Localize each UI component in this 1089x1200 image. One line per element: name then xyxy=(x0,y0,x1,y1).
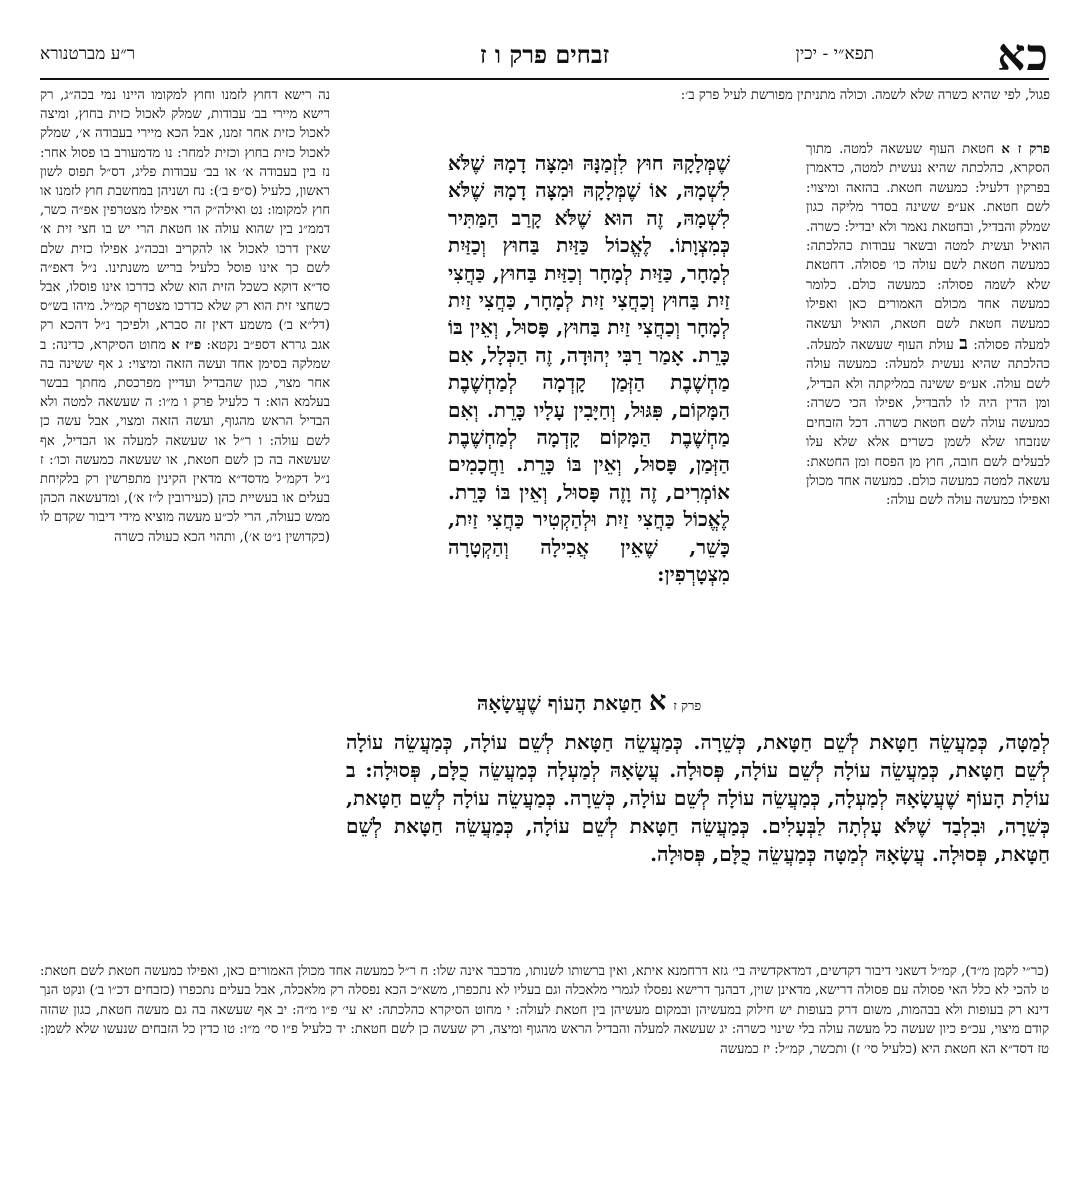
yachin-text-2: מחוט הסיקרא, כדינה: ב שמלקה בסימן אחד ועשה הזאה ומיצוי: ג אף ששינה בה אחר מצוי, כגון שהבדיל ועדיין מפרכסת, מחתך בבשר בעלמא הוא: ד כלעיל פרק ו מ״ו: ה שעשאה למטה ולא הבדיל הראש מהגוף, ועשה הזאה ומצוי, אבל עשה כן לשם עולה: ו ר״ל או שעשאה למעלה או הבדיל, אף שעשאה בה כן לשם חטאת, או שעשאה כמעשה וכו׳: ז נ״ל דקמ״ל מדסד״א מדאין הקינין מתפרשין רק בלקיחת בעלים או בעשיית כהן (כעירובין ל״ז א׳), ומדעשאה הכהן ממש כעולה, הרי לכ״ע מעשה מוציא מידי דיבור שקדם לו (כקדושין נ״ט א׳), ותהוי הכא כעולה כשרה xyxy=(40,337,330,545)
yachin-column xyxy=(40,86,330,961)
running-header xyxy=(40,26,1049,81)
bartenura-column xyxy=(806,140,1050,725)
header-title: זבחים פרק ו ז xyxy=(479,40,610,69)
yachin-chapter-label: פ״ז א xyxy=(171,337,202,353)
footer-text: (כר״י לקמן מ״ד), קמ״ל דשאני דיבור דקדשים, דמדאקדשיה בי׳ גזא דרחמנא איתא, ואין ברשותו לשנותו, מדכבר אינה שלו: ח ר״ל כמעשה אחד מכולן האמורים כאן, ואפילו כמעשה חטאת לשם חטאת: ט להכי לא כלל האי פסולה עם פסולה דרישא, מדאינן שוין, דבהנך דרישא נפסלו לגמרי מלאכלה וגם בעליו לא נתכפרו, משא״כ הכא נפסלה רק מלאכלה, אבל בעלים נתכפרו (כזבחים דכ״ו ב׳) ונקט הנך דינא רק בעופות ולא בבהמות, משום דרק בעופות יש חילוק במעשיהן ובמקום מעשיהן בין חטאת לעולה: י מחוט הסיקרא כהלכתה: יא עי׳ פ״ו מ״ה: יב אף שעשאה בה גם מעשה חטאת, כגון שהזה קודם מיצוי, עכ״פ כיון שעשה כל מעשה עולה בלי שינוי כשרה: יג שעשאה למעלה והבדיל הראש מהגוף ומיצה, רק שעשה כן לשם חטאת: יד כלעיל פ״ו סי׳ מ״ו: טו כדין כל הזבחים שנעשו שלא לשמן: טז דסד״א הא חטאת היא (כלעיל סי׳ ז) ותכשר, קמ״ל: יז כמעשה xyxy=(40,964,1049,1057)
footer-commentary xyxy=(40,962,1049,1162)
mishna-wide xyxy=(346,728,1050,960)
header-right-title: ר״ע מברטנורא xyxy=(40,44,136,64)
bartenura-text-a: חטאת העוף שעשאה למטה. מתוך הסקרא, כהלכתה שהיא נעשית למטה, כדאמרן בפרקין דלעיל: כמעשה חטאת. בהזאה ומיצוי: לשם חטאת. אע״פ ששינה בסדר מליקה כגון שמלק והבדיל, ובחטאת נאמר ולא יבדיל: כשרה. הואיל ועשית למטה ובשאר עבודות כהלכתה: כמעשה חטאת לשם עולה כו׳ פסולה. דחטאת שלא לשמה פסולה: כמעשה כולם. כלומר כמעשה אחד מכולם האמורים כאן ואפילו כמעשה חטאת לשם חטאת, הואיל ועשאה למעלה פסולה: xyxy=(806,142,1050,354)
page-number: כא xyxy=(997,30,1049,81)
mishna-wide-text: לְמַטָּה, כְּמַעֲשֵׂה חַטָּאת לְשֵׁם חַטָּאת, כְּשֵׁרָה. כְּמַעֲשֵׂה חַטָּאת לְשֵׁם עוֹלָה, כְּמַעֲשֵׂה עוֹלָה לְשֵׁם חַטָּאת, כְּמַעֲשֵׂה עוֹלָה לְשֵׁם עוֹלָה, פְּסוּלָה. עֲשָׂאָהּ לְמַעְלָה כְּמַעֲשֵׂה כֻלָּם, פְּסוּלָה: ב עוֹלַת הָעוֹף שֶׁעֲשָׂאָהּ לְמַעְלָה, כְּמַעֲשֵׂה עוֹלָה לְשֵׁם עוֹלָה, כְּשֵׁרָה. כְּמַעֲשֵׂה עוֹלָה לְשֵׁם חַטָּאת, כְּשֵׁרָה, וּבִלְבַד שֶׁלֹּא עָלְתָה לַבְּעָלִים. כְּמַעֲשֵׂה חַטָּאת לְשֵׁם עוֹלָה, כְּמַעֲשֵׂה חַטָּאת לְשֵׁם חַטָּאת, פְּסוּלָה. עֲשָׂאָהּ לְמַטָּה כְּמַעֲשֵׂה כֻלָּם, פְּסוּלָה. xyxy=(346,730,1050,866)
mishna-text: שֶׁמְּלָקָהּ חוּץ לִזְמַנָּהּ וּמִצָּה דָמָהּ שֶׁלֹּא לִשְׁמָהּ, אוֹ שֶׁמְּלָקָהּ וּמִצָּה דָמָהּ שֶׁלֹּא לִשְׁמָהּ, זֶה הוּא שֶׁלֹּא קָרַב הַמַּתִּיר כְּמִצְוָתוֹ. לֶאֱכוֹל כַּזַּיִת בַּחוּץ וְכַזַּיִת לְמָחָר, כַּזַּיִת לְמָחָר וְכַזַּיִת בַּחוּץ, כַּחֲצִי זַיִת בַּחוּץ וְכַחֲצִי זַיִת לְמָחָר, כַּחֲצִי זַיִת לְמָחָר וְכַחֲצִי זַיִת בַּחוּץ, פָּסוּל, וְאֵין בּוֹ כָּרֵת. אָמַר רַבִּי יְהוּדָה, זֶה הַכְּלָל, אִם מַחְשֶׁבֶת הַזְּמַן קָדְמָה לְמַחְשֶׁבֶת הַמָּקוֹם, פִּגּוּל, וְחַיָּבִין עָלָיו כָּרֵת. וְאִם מַחְשֶׁבֶת הַמָּקוֹם קָדְמָה לְמַחְשֶׁבֶת הַזְּמַן, פָּסוּל, וְאֵין בּוֹ כָּרֵת. וַחֲכָמִים אוֹמְרִים, זֶה וָזֶה פָּסוּל, וְאֵין בּוֹ כָּרֵת. לֶאֱכוֹל כַּחֲצִי זַיִת וּלְהַקְטִיר כַּחֲצִי זַיִת, כָּשֵׁר, שֶׁאֵין אֲכִילָה וְהַקְטָרָה מִצְטָרְפִין: xyxy=(448,151,730,587)
mishna-column xyxy=(448,150,730,710)
yachin-text: נה רישא דחוץ לזמנו וחוץ למקומו היינו נמי בכה״ג, רק רישא מיירי בב׳ עבודות, שמלק לאכול כזית בחוץ, ומיצה לאכול כזית אחר זמנו, אבל הכא מיירי בעבודה א׳, שמלק לאכול כזית בחוץ וכזית למחר: נו מדמעורב בו פסול אחר: נז בין בעבודה א׳ או בב׳ עבודות פליג, דס״ל תפוס לשון ראשון, כלעיל (ס״פ ב׳): נח ושניהן במחשבת חוץ לזמנו או חוץ למקומו: נט ואילה״ק הרי אפילו מצטרפין אפ״ה כשר, דממ״נ בין שהוא עולה או חטאת הרי יש בו חצי זית א׳ שאין דרכו לאכול או להקריב ובכה״ג אפילו כזית שלם לשם כך אינו פוסל כלעיל בריש משנתינו. נ״ל דאפ״ה סד״א דוקא כשכל הזית הוא שלא כדרכו אינו פוסלו, אבל כשחצי זית הוא רק שלא כדרכו מצטרף קמ״ל. מיהו בש״ס (דל״א ב׳) משמע דאין זה סברא, ולפיכך נ״ל דהכא רק אגב גררא דספ״ב נקטא: xyxy=(40,88,330,353)
header-left-title: תפא״י - יכין xyxy=(795,44,874,64)
chapter-label: פרק ז xyxy=(673,699,702,714)
bartenura-text-b: עולת העוף שעשאה למעלה. כהלכתה שהיא נעשית למעלה: כמעשה עולה לשם עולה. אע״פ ששינה במליקתה ולא הבדיל, ומן הדין היה לו להבדיל, אפילו הכי כשרה: כמעשה עולה לשם חטאת כשרה. דכל הזבחים שנזבחו שלא לשמן כשרים אלא שלא עלו לבעלים לשם חובה, חוץ מן הפסח ומן החטאת: עשאה למטה כמעשה כולם. כמעשה אחד מכולן ואפילו כמעשה עולה לשם עולה: xyxy=(806,338,1050,509)
bartenura-label-a: פרק ז א xyxy=(1001,142,1050,157)
header-rule xyxy=(40,78,1049,80)
bartenura-top-text: פגול, לפי שהיא כשרה שלא לשמה. וכולה מתניתין מפורשת לעיל פרק ב׳: xyxy=(680,88,1050,103)
bartenura-top xyxy=(580,86,1050,105)
bartenura-label-b: ב xyxy=(959,333,968,355)
chapter-opening xyxy=(448,688,730,720)
chapter-opening-text: חַטַּאת הָעוֹף שֶׁעֲשָׂאָהּ xyxy=(476,691,642,715)
chapter-letter: א xyxy=(648,686,667,717)
